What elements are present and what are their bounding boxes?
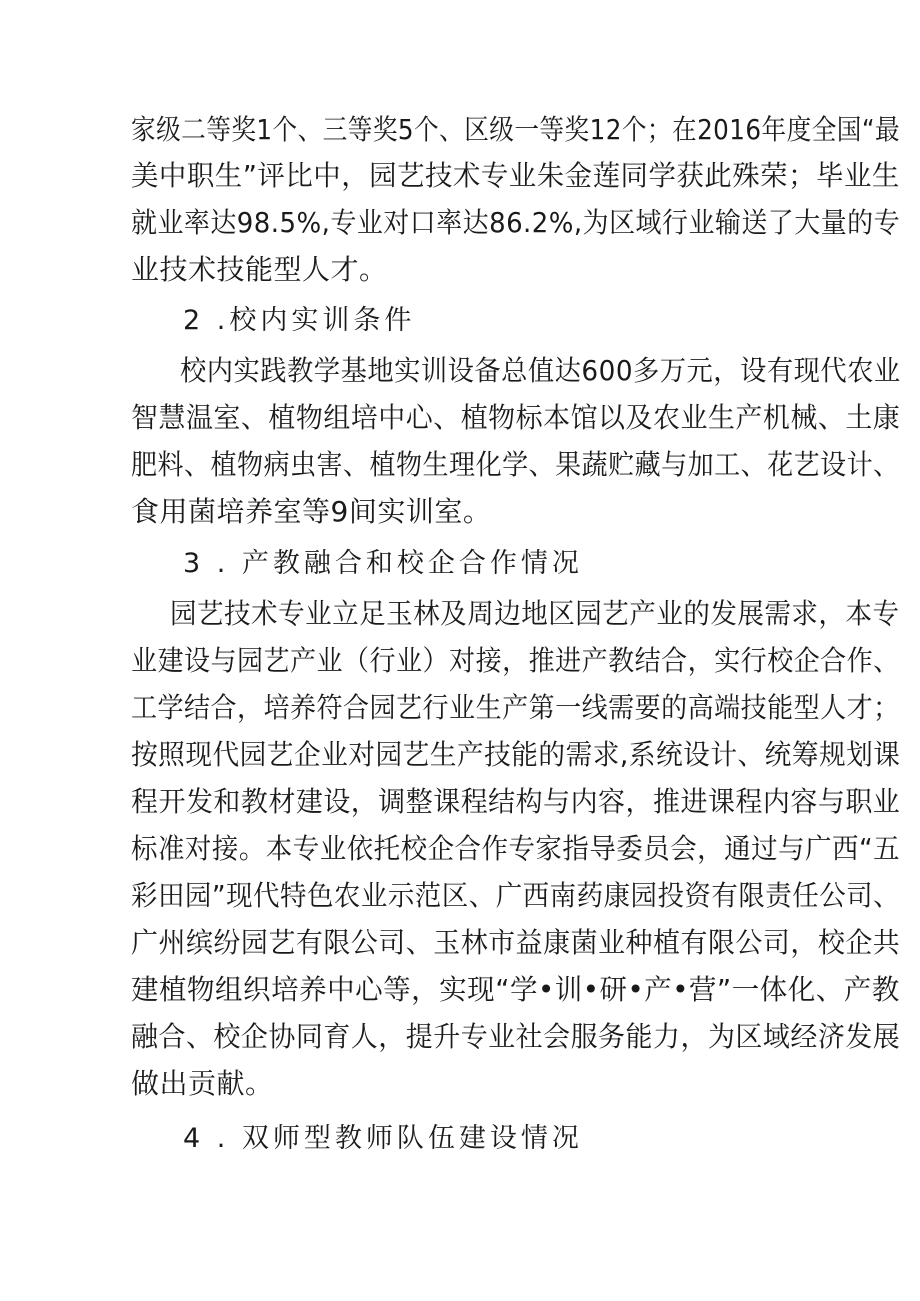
paragraph-line: 工学结合，培养符合园艺行业生产第一线需要的高端技能型人才； (131, 691, 900, 724)
paragraph-line: 肥料、植物病虫害、植物生理化学、果蔬贮藏与加工、花艺设计、 (131, 448, 900, 481)
paragraph-line: 智慧温室、植物组培中心、植物标本馆以及农业生产机械、土康 (131, 401, 901, 434)
paragraph-line: 融合、校企协同育人，提升专业社会服务能力，为区域经济发展 (131, 1020, 901, 1053)
paragraph-line: 程开发和教材建设，调整课程结构与内容，推进课程内容与职业 (131, 785, 901, 818)
paragraph-line: 按照现代园艺企业对园艺生产技能的需求,系统设计、统筹规划课 (131, 738, 901, 771)
paragraph-line: 建植物组织培养中心等，实现“学•训•研•产•营”一体化、产教 (131, 973, 900, 1006)
paragraph-line: 家级二等奖1个、三等奖5个、区级一等奖12个；在2016年度全国“最 (131, 113, 901, 146)
paragraph-line: 校内实践教学基地实训设备总值达600多万元，设有现代农业 (180, 354, 901, 387)
section-heading-training-conditions: 2 .校内实训条件 (183, 305, 416, 336)
paragraph-line: 食用菌培养室等9间实训室。 (131, 495, 492, 528)
paragraph-line: 标准对接。本专业依托校企合作专家指导委员会，通过与广西“五 (131, 832, 901, 865)
section-heading-dual-teacher: 4 . 双师型教师队伍建设情况 (183, 1123, 583, 1154)
paragraph-line: 就业率达98.5%,专业对口率达86.2%,为区域行业输送了大量的专 (131, 206, 901, 239)
paragraph-line: 业建设与园艺产业（行业）对接，推进产教结合，实行校企合作、 (131, 644, 900, 677)
paragraph-line: 做出贡献。 (131, 1067, 274, 1100)
paragraph-line: 园艺技术专业立足玉林及周边地区园艺产业的发展需求，本专 (170, 597, 900, 630)
paragraph-line: 彩田园”现代特色农业示范区、广西南药康园投资有限责任公司、 (131, 879, 901, 912)
section-heading-industry-education: 3 . 产教融合和校企合作情况 (183, 548, 583, 579)
paragraph-line: 广州缤纷园艺有限公司、玉林市益康菌业种植有限公司，校企共 (131, 926, 901, 959)
paragraph-line: 业技术技能型人才。 (131, 253, 388, 286)
paragraph-line: 美中职生”评比中，园艺技术专业朱金莲同学获此殊荣；毕业生 (131, 159, 900, 192)
